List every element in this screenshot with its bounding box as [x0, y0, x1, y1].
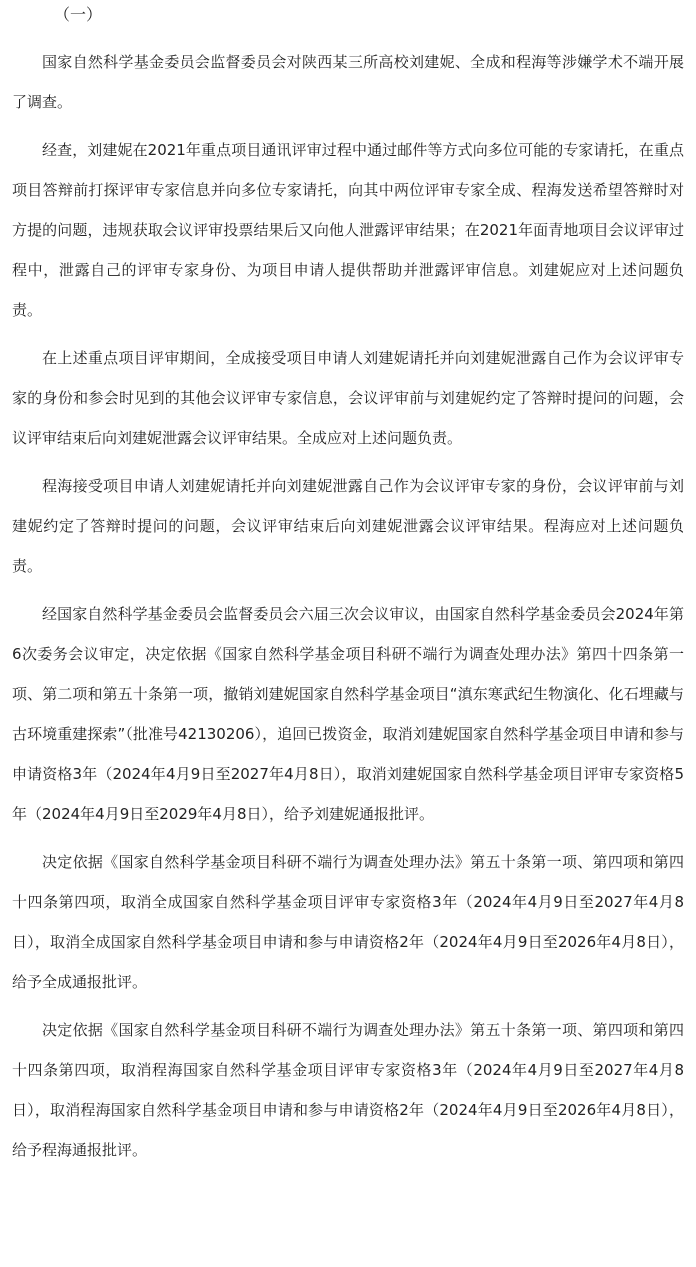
- paragraph-cheng-hai-findings: 程海接受项目申请人刘建妮请托并向刘建妮泄露自己作为会议评审专家的身份，会议评审前与刘建妮约定了答辩时提问的问题，会议评审结束后向刘建妮泄露会议评审结果。程海应对上述问题负责。: [12, 477, 684, 575]
- paragraph-quan-cheng-decision: 决定依据《国家自然科学基金项目科研不端行为调查处理办法》第五十条第一项、第四项和第四十四条第四项，取消全成国家自然科学基金项目评审专家资格3年（2024年4月9日至2027年4月8日），取消全成国家自然科学基金项目申请和参与申请资格2年（2024年4月9日至2026年4月8日），给予全成通报批评。: [12, 853, 684, 991]
- paragraph-quan-cheng-findings: 在上述重点项目评审期间，全成接受项目申请人刘建妮请托并向刘建妮泄露自己作为会议评审专家的身份和参会时见到的其他会议评审专家信息，会议评审前与刘建妮约定了答辩时提问的问题，会议评审结束后向刘建妮泄露会议评审结果。全成应对上述问题负责。: [12, 349, 684, 447]
- paragraph-liu-jianni-decision: 经国家自然科学基金委员会监督委员会六届三次会议审议，由国家自然科学基金委员会2024年第6次委务会议审定，决定依据《国家自然科学基金项目科研不端行为调查处理办法》第四十四条第一项、第二项和第五十条第一项，撤销刘建妮国家自然科学基金项目“滇东寒武纪生物演化、化石埋藏与古环境重建探索”（批准号42130206），追回已拨资金，取消刘建妮国家自然科学基金项目申请和参与申请资格3年（2024年4月9日至2027年4月8日），取消刘建妮国家自然科学基金项目评审专家资格5年（2024年4月9日至2029年4月8日），给予刘建妮通报批评。: [12, 605, 684, 823]
- paragraph-investigation-intro: 国家自然科学基金委员会监督委员会对陕西某三所高校刘建妮、全成和程海等涉嫌学术不端开展了调查。: [12, 53, 684, 111]
- paragraph-liu-jianni-findings: 经查，刘建妮在2021年重点项目通讯评审过程中通过邮件等方式向多位可能的专家请托，在重点项目答辩前打探评审专家信息并向多位专家请托，向其中两位评审专家全成、程海发送希望答辩时对方提的问题，违规获取会议评审投票结果后又向他人泄露评审结果；在2021年面青地项目会议评审过程中，泄露自己的评审专家身份、为项目申请人提供帮助并泄露评审信息。刘建妮应对上述问题负责。: [12, 141, 684, 319]
- section-heading: （一）: [54, 5, 103, 24]
- paragraph-cheng-hai-decision: 决定依据《国家自然科学基金项目科研不端行为调查处理办法》第五十条第一项、第四项和第四十四条第四项，取消程海国家自然科学基金项目评审专家资格3年（2024年4月9日至2027年4月8日），取消程海国家自然科学基金项目申请和参与申请资格2年（2024年4月9日至2026年4月8日），给予程海通报批评。: [12, 1021, 684, 1159]
